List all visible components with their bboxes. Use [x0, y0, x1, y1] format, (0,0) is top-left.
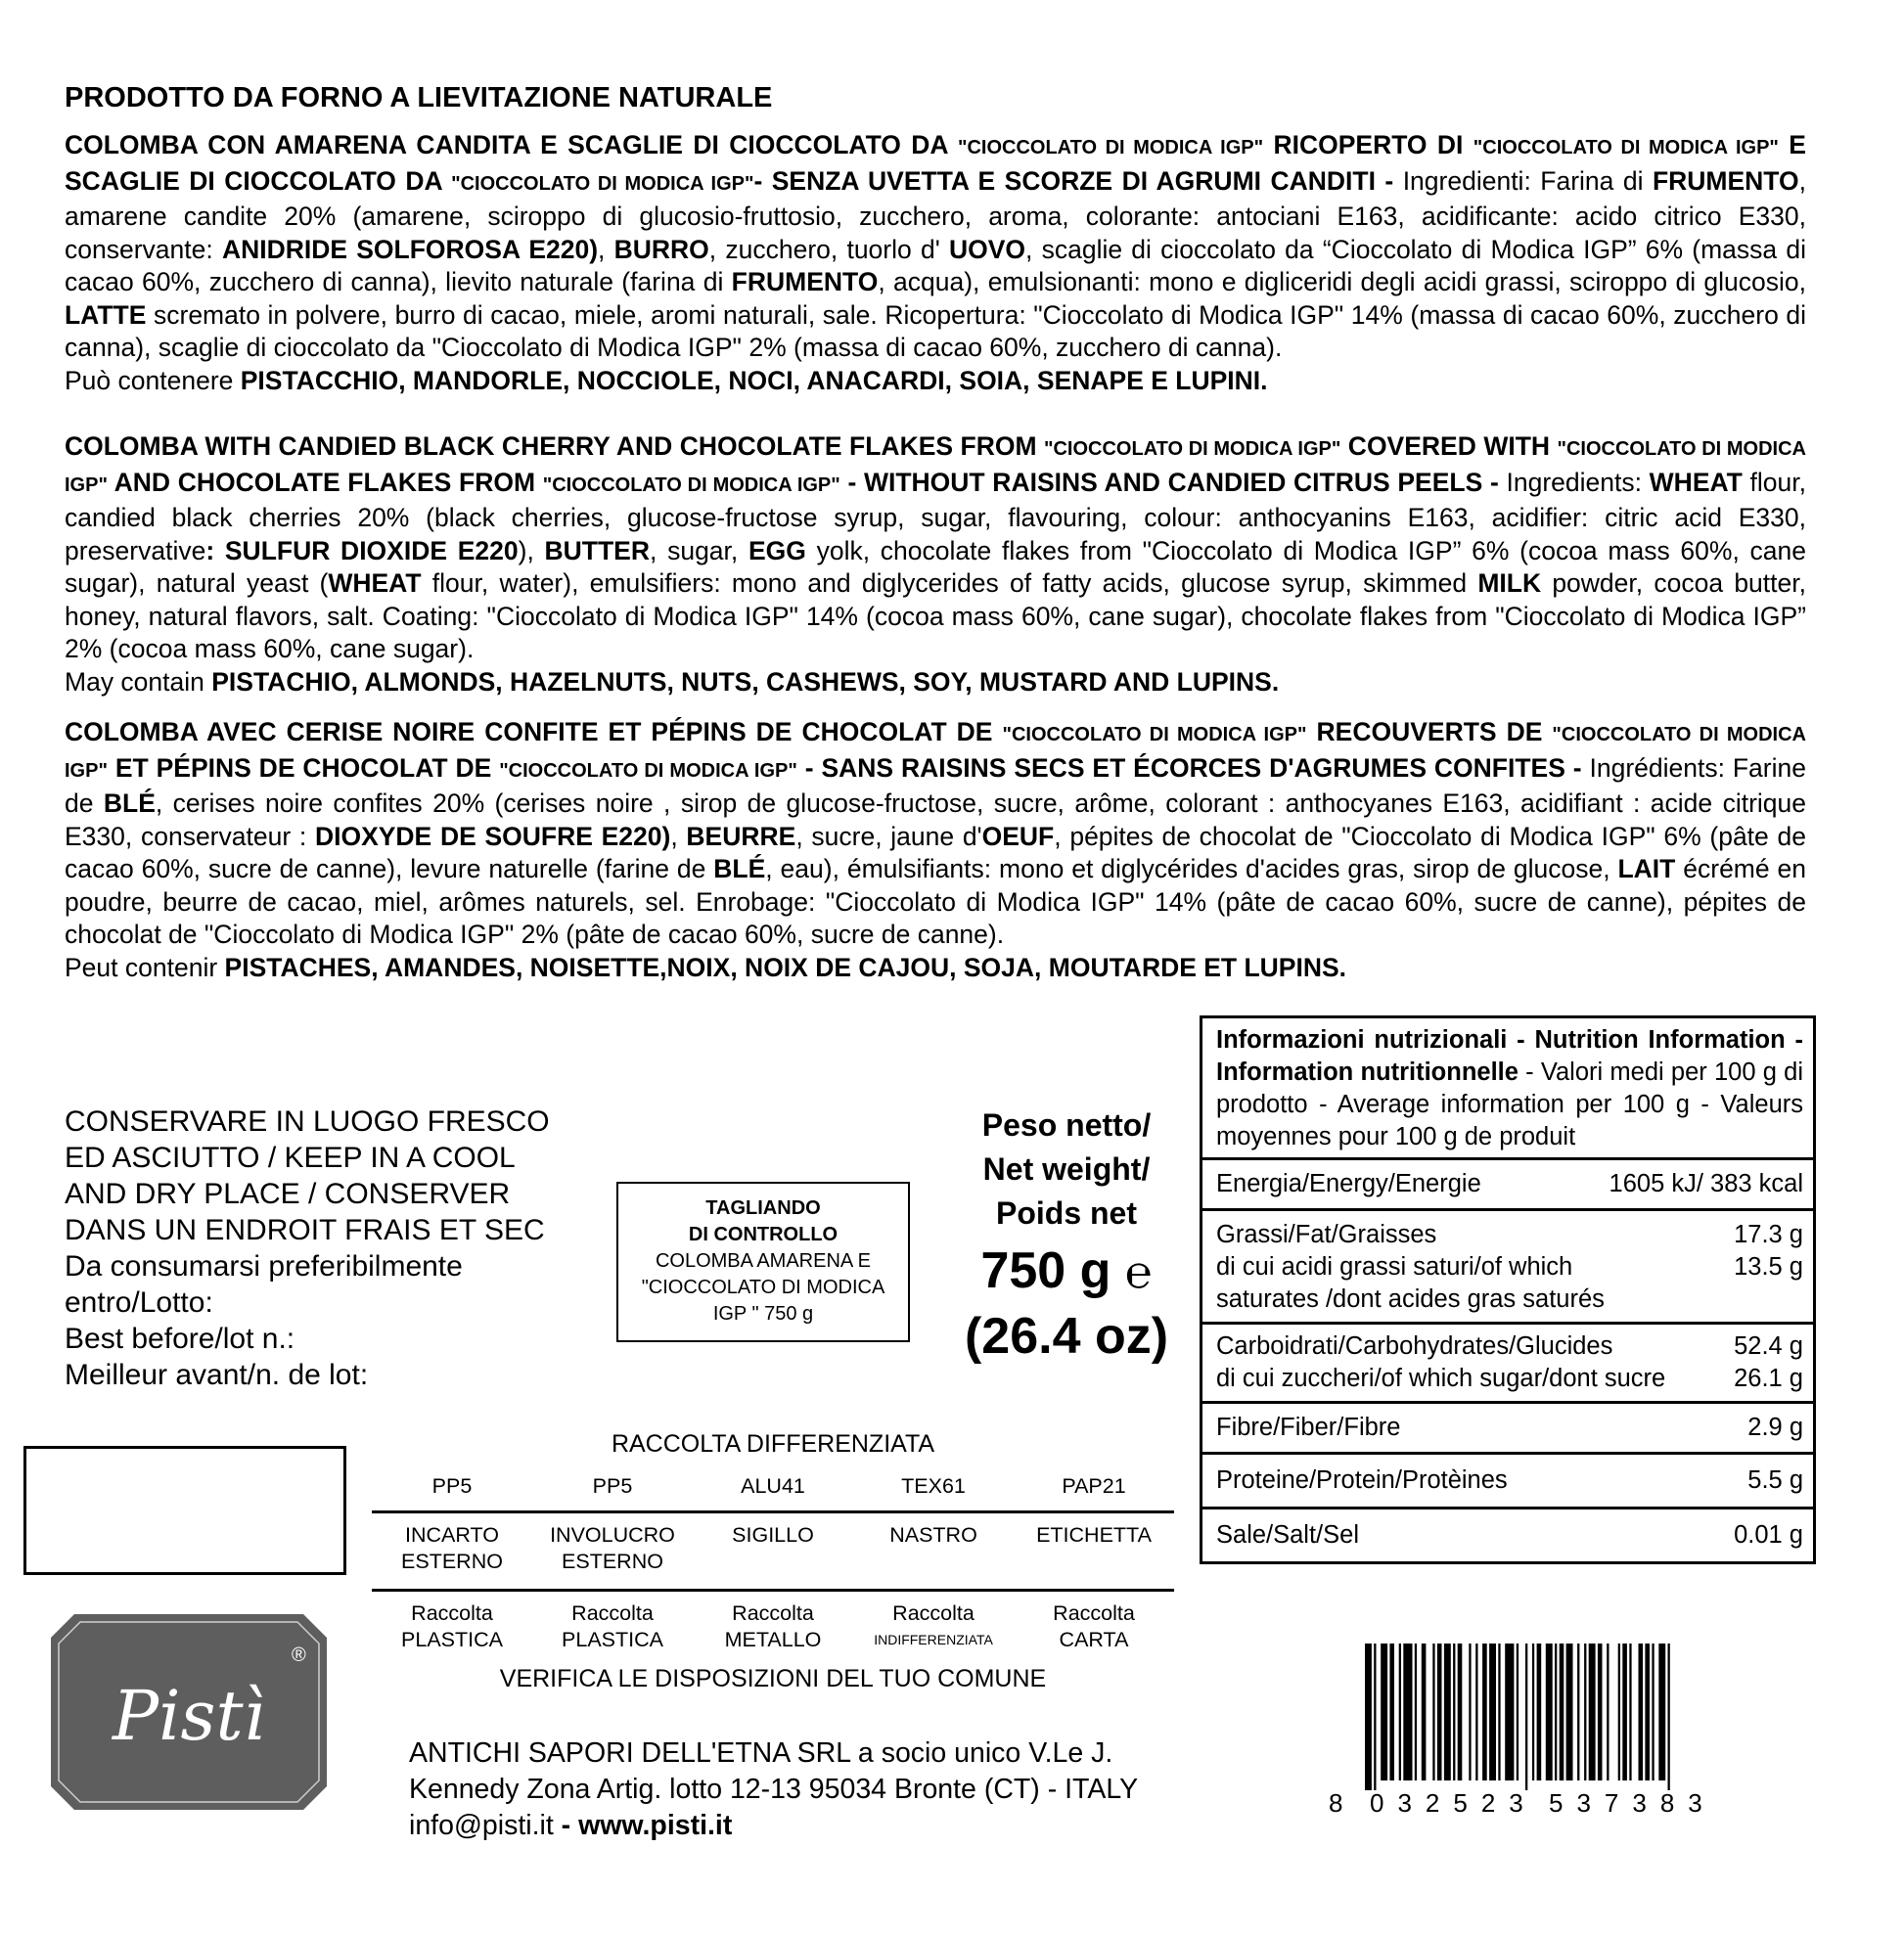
it-allergen: ANIDRIDE SOLFOROSA E220) — [221, 234, 599, 264]
fr-allergen: DIOXYDE DE SOUFRE E220) — [314, 821, 671, 851]
en-allergen: EGG — [748, 535, 806, 565]
email-link[interactable]: info@pisti.it — [409, 1810, 554, 1841]
best-before-line: Best before/lot n.: — [65, 1323, 295, 1355]
en-allergen: : SULFUR DIOXIDE E220 — [205, 535, 519, 565]
en-text: powder, cocoa butter, honey, natural flavors, salt. Coating: "Cioccolato di Modica IGP" 14% (cocoa mass 60%, cane sugar), chocolate flakes from "Cioccolato di Modica IGP” 2% (cocoa mass 60%, cane sugar). — [65, 568, 1806, 663]
barcode-bar — [1432, 1644, 1434, 1780]
barcode-bar — [1668, 1644, 1670, 1790]
barcode — [1355, 1644, 1746, 1800]
en-allergen: BUTTER — [544, 535, 650, 565]
control-product: IGP " 750 g — [712, 1303, 814, 1325]
recycling-divider — [372, 1589, 1174, 1592]
saturates-value: 13.5 g — [1734, 1253, 1803, 1281]
barcode-bar — [1374, 1644, 1376, 1790]
barcode-bar — [1607, 1644, 1609, 1780]
control-product: COLOMBA AMARENA E — [655, 1250, 872, 1272]
nutrition-table — [1200, 1015, 1816, 1564]
barcode-bar — [1389, 1644, 1394, 1780]
control-title: DI CONTROLLO — [688, 1224, 839, 1245]
en-allergen: MILK — [1477, 568, 1542, 598]
it-heading-part: "CIOCCOLATO DI MODICA IGP" — [451, 172, 754, 195]
en-text: flour, water), emulsifiers: mono and diglycerides of fatty acids, glucose syrup, skimmed — [421, 568, 1478, 598]
it-heading-part: "CIOCCOLATO DI MODICA IGP" — [957, 137, 1264, 158]
barcode-bar — [1489, 1644, 1496, 1780]
barcode-bar — [1584, 1644, 1586, 1780]
recycling-item: INVOLUCRO ESTERNO — [550, 1523, 675, 1573]
barcode-bar — [1437, 1644, 1442, 1780]
fr-allergen: BEURRE — [686, 821, 796, 851]
address-line: ANTICHI SAPORI DELL'ETNA SRL a socio unico V.Le J. — [409, 1737, 1113, 1769]
saturates-label: saturates /dont acides gras saturés — [1216, 1285, 1605, 1313]
fr-text: , cerises noire confites 20% (cerises noire , sirop de glucose-fructose, sucre, arôme, colorant : anthocyanes E163, acidifiant : acide citrique E330, conservateur : — [65, 788, 1806, 851]
carbs-label: Carboidrati/Carbohydrates/Glucides — [1216, 1332, 1613, 1360]
storage-line: ED ASCIUTTO / KEEP IN A COOL — [65, 1142, 516, 1174]
barcode-bar — [1399, 1644, 1401, 1780]
fr-allergen: BLÉ — [103, 788, 156, 818]
en-text: Ingredients: — [1506, 467, 1650, 497]
address-line: Kennedy Zona Artig. lotto 12-13 95034 Bronte (CT) - ITALY — [409, 1774, 1139, 1805]
en-text: yolk, chocolate flakes from "Cioccolato di Modica IGP” 6% (cocoa mass 60%, cane sugar), natural yeast ( — [65, 535, 1806, 598]
weight-value: 750 g ℮ — [980, 1242, 1153, 1299]
recycling-codes-row — [372, 1473, 1174, 1500]
storage-line: CONSERVARE IN LUOGO FRESCO — [65, 1105, 550, 1138]
barcode-bar — [1546, 1644, 1553, 1780]
logo-wordmark: Pistì — [113, 1676, 265, 1756]
fr-allergen: OEUF — [981, 821, 1055, 851]
en-text: ), — [518, 535, 545, 565]
recycling-verify-note: VERIFICA LE DISPOSIZIONI DEL TUO COMUNE — [499, 1665, 1047, 1692]
it-allergen: BURRO — [613, 234, 709, 264]
pisti-logo — [51, 1614, 327, 1810]
barcode-bar — [1453, 1644, 1455, 1780]
it-text: , — [598, 234, 614, 264]
nutrition-row-fibre — [1202, 1401, 1813, 1452]
barcode-digit-first: 8 — [1329, 1788, 1343, 1818]
barcode-bar — [1498, 1644, 1500, 1780]
barcode-bar — [1566, 1644, 1573, 1780]
estimated-sign-icon: ℮ — [1124, 1245, 1153, 1298]
fr-heading-part: "CIOCCOLATO DI MODICA IGP" — [499, 759, 797, 782]
fat-label: Grassi/Fat/Graisses — [1216, 1221, 1437, 1248]
protein-label: Proteine/Protein/Protèines — [1216, 1466, 1508, 1494]
recycling-collection: Raccolta PLASTICA — [562, 1601, 663, 1651]
fr-heading-part: "CIOCCOLATO DI MODICA IGP" — [65, 724, 1806, 782]
weight-label: Net weight/ — [982, 1151, 1151, 1187]
salt-value: 0.01 g — [1734, 1521, 1803, 1549]
fr-heading-part: ET PÉPINS DE CHOCOLAT DE — [107, 752, 500, 783]
en-allergen: WHEAT — [1649, 467, 1743, 497]
recycling-divider — [372, 1510, 1174, 1513]
en-heading-part: - WITHOUT RAISINS AND CANDIED CITRUS PEELS - — [839, 467, 1507, 497]
barcode-bar — [1537, 1644, 1542, 1780]
ingredients-french — [65, 716, 1806, 984]
recycling-collection-row — [372, 1600, 1174, 1653]
control-product: "CIOCCOLATO DI MODICA — [641, 1277, 885, 1298]
barcode-bar — [1475, 1644, 1477, 1780]
barcode-bar — [1365, 1644, 1372, 1790]
barcode-bar — [1422, 1644, 1427, 1780]
en-heading-part: "CIOCCOLATO DI MODICA IGP" — [65, 438, 1806, 496]
carbs-value: 52.4 g — [1734, 1332, 1803, 1360]
storage-line: AND DRY PLACE / CONSERVER — [65, 1178, 511, 1210]
energy-label: Energia/Energy/Energie — [1216, 1170, 1481, 1197]
barcode-bar — [1622, 1644, 1627, 1780]
logo-badge-icon — [51, 1614, 327, 1810]
storage-instructions — [65, 1104, 550, 1393]
fr-allergen: LAIT — [1617, 854, 1676, 883]
it-heading-part: RICOPERTO DI — [1263, 130, 1473, 159]
en-text: flour, candied black cherries 20% (black cherries, glucose-fructose syrup, sugar, flavouring, colour: anthocyanins E163, acidifier: citric acid E330, preservative — [65, 467, 1807, 565]
it-text: , amarene candite 20% (amarene, sciroppo di glucosio-fruttosio, zucchero, aroma, colorante: antociani E163, acidificante: acido citrico E330, conservante: — [65, 165, 1806, 264]
barcode-bar — [1577, 1644, 1579, 1780]
barcode-bar — [1403, 1644, 1412, 1780]
barcode-bar — [1645, 1644, 1650, 1780]
registered-mark: ® — [292, 1644, 306, 1666]
nutrition-row-carbs — [1202, 1322, 1813, 1401]
it-text: , zucchero, tuorlo d' — [708, 234, 949, 264]
recycling-title: RACCOLTA DIFFERENZIATA — [611, 1430, 935, 1458]
weight-label: Poids net — [995, 1195, 1137, 1231]
best-before-line: Meilleur avant/n. de lot: — [65, 1359, 369, 1391]
barcode-bar — [1458, 1644, 1463, 1780]
fr-text: , sucre, jaune d' — [795, 821, 982, 851]
recycling-code: ALU41 — [741, 1474, 805, 1498]
barcode-bar — [1658, 1644, 1665, 1780]
barcode-bar — [1555, 1644, 1557, 1780]
recycling-items-row — [372, 1522, 1174, 1575]
weight-oz: (26.4 oz) — [964, 1308, 1169, 1365]
barcode-bar — [1381, 1644, 1387, 1780]
fr-allergen: BLÉ — [713, 854, 766, 883]
fr-heading-part: - SANS RAISINS SECS ET ÉCORCES D'AGRUMES CONFITES - — [796, 752, 1590, 783]
en-heading-part: "CIOCCOLATO DI MODICA IGP" — [542, 473, 840, 496]
recycling-code: PP5 — [592, 1474, 633, 1498]
sugar-value: 26.1 g — [1734, 1365, 1803, 1392]
recycling-item: SIGILLO — [732, 1523, 814, 1547]
fr-text: , — [670, 821, 687, 851]
barcode-bar — [1598, 1644, 1603, 1780]
it-allergen: FRUMENTO — [1652, 165, 1799, 196]
recycling-collection: Raccolta METALLO — [724, 1601, 822, 1651]
en-heading-part: AND CHOCOLATE FLAKES FROM — [107, 467, 543, 497]
barcode-digits — [1329, 1788, 1759, 1824]
protein-value: 5.5 g — [1747, 1466, 1803, 1494]
nutrition-row-protein — [1202, 1452, 1813, 1507]
fr-text: écrémé en poudre, beurre de cacao, miel, arômes naturels, sel. Enrobage: "Cioccolato di Modica IGP" 14% (pâte de cacao 60%, sucre de canne), pépites de chocolat de "Cioccolato di Modica IGP" 2% (pâte de cacao 60%, sucre de canne). — [65, 854, 1806, 949]
barcode-digits-left: 032523 — [1370, 1788, 1537, 1818]
en-text: , sugar, — [650, 535, 748, 565]
nutrition-row-salt — [1202, 1507, 1813, 1561]
best-before-line: Da consumarsi preferibilmente — [65, 1250, 463, 1283]
recycling-item: INCARTO ESTERNO — [401, 1523, 503, 1573]
recycling-item: NASTRO — [889, 1523, 977, 1547]
ingredients-italian — [65, 129, 1806, 397]
it-heading-part: COLOMBA CON AMARENA CANDITA E SCAGLIE DI CIOCCOLATO DA — [65, 130, 958, 159]
fr-text: Ingrédients: Farine de — [65, 752, 1806, 818]
barcode-bar — [1444, 1644, 1451, 1780]
best-before-line: entro/Lotto: — [65, 1286, 213, 1319]
barcode-digits-right: 537383 — [1549, 1788, 1716, 1818]
recycling-collection: Raccolta INDIFFERENZIATA — [874, 1601, 993, 1647]
company-address — [409, 1735, 1138, 1844]
barcode-bar — [1415, 1644, 1417, 1780]
it-text: Ingredienti: Farina di — [1402, 165, 1653, 196]
website-link[interactable]: www.pisti.it — [578, 1810, 733, 1841]
storage-line: DANS UN ENDROIT FRAIS ET SEC — [65, 1214, 545, 1246]
barcode-bar — [1482, 1644, 1487, 1780]
it-text: , acqua), emulsionanti: mono e digliceridi degli acidi grassi, sciroppo di glucosio, — [878, 267, 1806, 296]
barcode-bar — [1652, 1644, 1654, 1780]
weight-label: Peso netto/ — [981, 1107, 1152, 1143]
it-heading-part: - SENZA UVETTA E SCORZE DI AGRUMI CANDITI - — [753, 165, 1403, 196]
recycling-code: PP5 — [431, 1474, 473, 1498]
recycling-code: PAP21 — [1062, 1474, 1126, 1498]
fibre-label: Fibre/Fiber/Fibre — [1216, 1414, 1401, 1441]
recycling-collection: Raccolta CARTA — [1053, 1601, 1135, 1651]
blank-label-box — [23, 1446, 346, 1575]
barcode-bar — [1517, 1644, 1519, 1780]
saturates-label: di cui acidi grassi saturi/of which — [1216, 1253, 1573, 1281]
fr-may-contain: Peut contenir PISTACHES, AMANDES, NOISETTE,NOIX, NOIX DE CAJOU, SOJA, MOUTARDE ET LUPINS. — [65, 952, 1347, 982]
it-allergen: FRUMENTO — [731, 267, 879, 296]
en-may-contain: May contain PISTACHIO, ALMONDS, HAZELNUTS, NUTS, CASHEWS, SOY, MUSTARD AND LUPINS. — [65, 666, 1280, 697]
sugar-label: di cui zuccheri/of which sugar/dont sucre — [1216, 1365, 1666, 1392]
barcode-bar — [1639, 1644, 1644, 1780]
recycling-code: TEX61 — [901, 1474, 966, 1498]
salt-label: Sale/Salt/Sel — [1216, 1521, 1360, 1549]
nutrition-header: Informazioni nutrizionali - Nutrition Information - Information nutritionnelle - Valori medi per 100 g di prodotto - Average information per 100 g - Valeurs moyennes pour 100 g de produit — [1216, 1026, 1803, 1150]
fr-text: , eau), émulsifiants: mono et diglycérides d'acides gras, sirop de glucose, — [765, 854, 1618, 883]
product-category-title: PRODOTTO DA FORNO A LIEVITAZIONE NATURALE — [65, 82, 773, 113]
control-title: TAGLIANDO — [705, 1197, 821, 1219]
en-allergen: WHEAT — [328, 568, 422, 598]
net-weight — [954, 1104, 1179, 1366]
it-allergen: UOVO — [948, 234, 1026, 264]
en-heading-part: COVERED WITH — [1340, 431, 1558, 461]
fr-heading-part: RECOUVERTS DE — [1306, 717, 1553, 746]
it-heading-part: E SCAGLIE DI CIOCCOLATO DA — [65, 130, 1806, 196]
barcode-bar — [1532, 1644, 1534, 1780]
control-coupon-box — [616, 1182, 910, 1342]
barcode-bar — [1629, 1644, 1631, 1780]
it-text: , scaglie di cioccolato da “Cioccolato di Modica IGP” 6% (massa di cacao 60%, zucchero di canna), lievito naturale (farina di — [65, 234, 1806, 296]
fr-heading-part: "CIOCCOLATO DI MODICA IGP" — [1002, 724, 1307, 745]
barcode-icon — [1355, 1644, 1746, 1800]
energy-value: 1605 kJ/ 383 kcal — [1609, 1170, 1803, 1197]
barcode-bar — [1589, 1644, 1596, 1780]
barcode-bar — [1618, 1644, 1620, 1780]
ingredients-english — [65, 430, 1806, 698]
barcode-bar — [1469, 1644, 1471, 1780]
barcode-bar — [1505, 1644, 1514, 1780]
barcode-bar — [1560, 1644, 1564, 1780]
it-heading-part: "CIOCCOLATO DI MODICA IGP" — [1473, 137, 1779, 158]
en-heading-part: "CIOCCOLATO DI MODICA IGP" — [1044, 438, 1341, 460]
it-allergen: LATTE — [65, 299, 147, 330]
en-heading-part: COLOMBA WITH CANDIED BLACK CHERRY AND CHOCOLATE FLAKES FROM — [65, 431, 1044, 461]
contact-line: info@pisti.it - www.pisti.it — [409, 1810, 733, 1841]
recycling-item: ETICHETTA — [1036, 1523, 1152, 1547]
nutrition-row-fat — [1202, 1208, 1813, 1322]
it-text: scremato in polvere, burro di cacao, miele, aromi naturali, sale. Ricopertura: "Cioccolato di Modica IGP" 14% (massa di cacao 60%, zucchero di canna), scaglie di cioccolato da "Cioccolato di Modica IGP" 2% (massa di cacao 60%, zucchero di canna). — [65, 299, 1806, 362]
fr-text: , pépites de chocolat de "Cioccolato di Modica IGP" 6% (pâte de cacao 60%, sucre de canne), levure naturelle (farine de — [65, 821, 1806, 883]
recycling-collection: Raccolta PLASTICA — [401, 1601, 503, 1651]
barcode-bar — [1525, 1644, 1527, 1790]
fr-heading-part: COLOMBA AVEC CERISE NOIRE CONFITE ET PÉPINS DE CHOCOLAT DE — [65, 717, 1003, 746]
fibre-value: 2.9 g — [1747, 1414, 1803, 1441]
nutrition-row-energy — [1202, 1157, 1813, 1208]
it-may-contain: Può contenere PISTACCHIO, MANDORLE, NOCCIOLE, NOCI, ANACARDI, SOIA, SENAPE E LUPINI. — [65, 365, 1268, 395]
fat-value: 17.3 g — [1734, 1221, 1803, 1248]
